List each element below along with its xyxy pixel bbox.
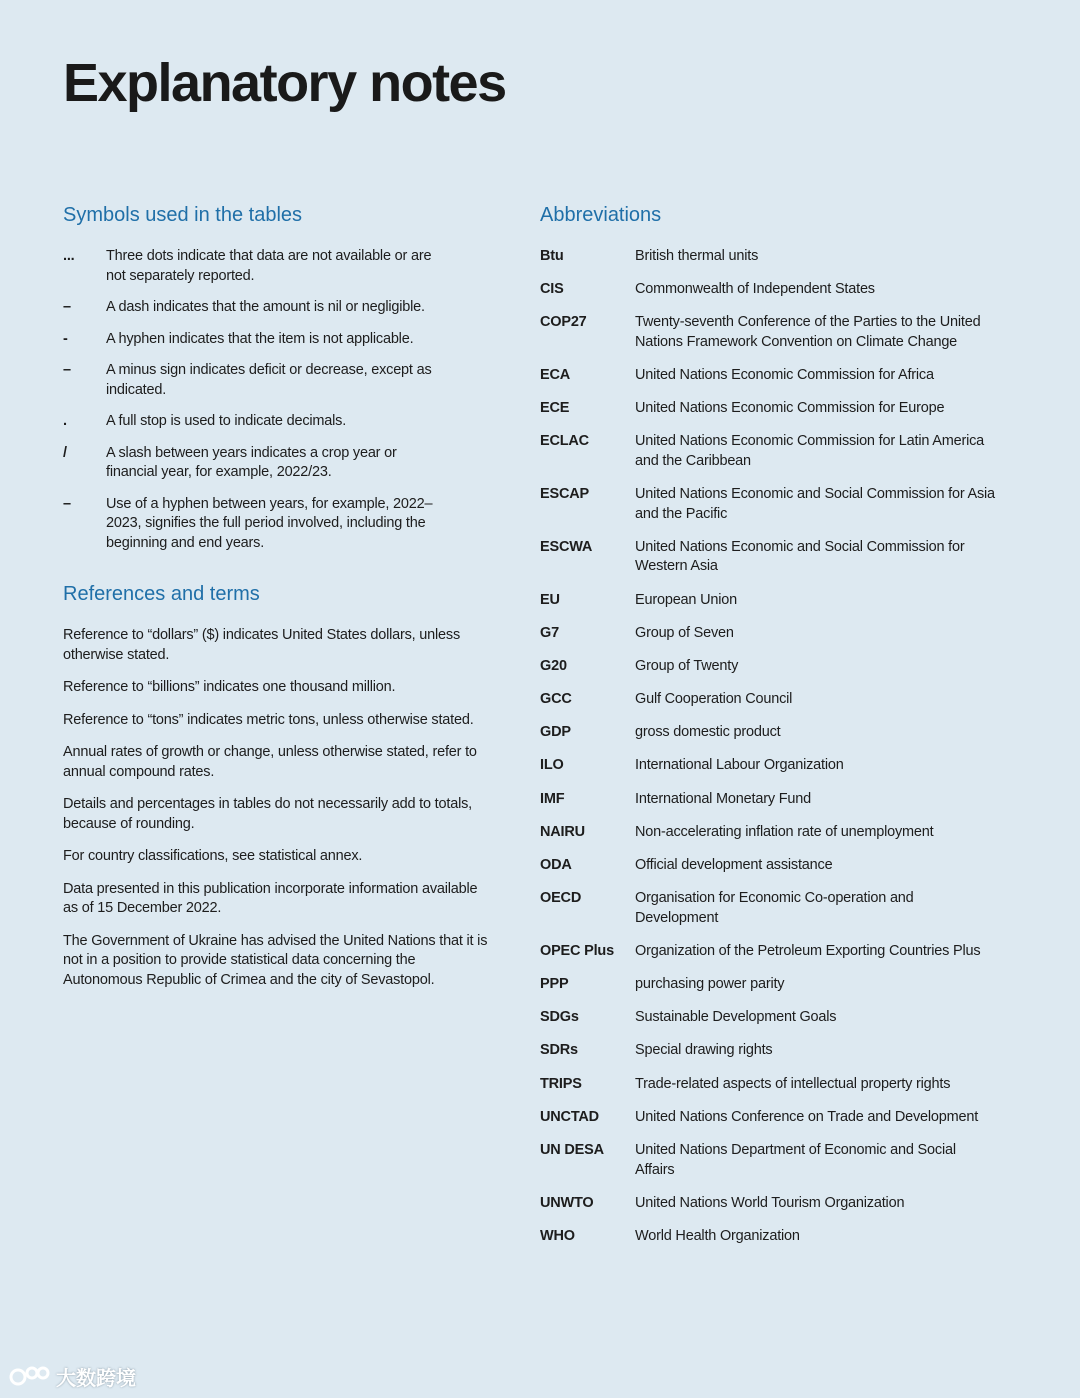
reference-item: Annual rates of growth or change, unless otherwise stated, refer to annual compound rates.	[63, 744, 477, 780]
symbol-row	[63, 444, 493, 483]
abbreviation-term: COP27	[540, 314, 587, 331]
abbreviation-definition: Sustainable Development Goals	[635, 1009, 837, 1026]
abbreviation-row	[540, 1141, 1020, 1180]
abbreviations-list	[540, 247, 1020, 1246]
abbreviation-definition: International Monetary Fund	[635, 790, 811, 807]
abbreviation-definition: United Nations Economic Commission for Latin America and the Caribbean	[635, 433, 985, 469]
symbol-glyph: /	[63, 444, 67, 461]
abbreviation-term: ESCAP	[540, 486, 589, 503]
abbreviation-row	[540, 1041, 1020, 1061]
abbreviation-definition: gross domestic product	[635, 724, 781, 741]
abbreviation-term: SDRs	[540, 1042, 578, 1059]
references-heading: References and terms	[63, 583, 260, 605]
symbol-row	[63, 330, 493, 350]
abbreviation-row	[540, 889, 1020, 928]
abbreviation-term: G20	[540, 657, 567, 674]
abbreviation-definition: purchasing power parity	[635, 976, 785, 993]
symbol-glyph: –	[63, 299, 71, 315]
abbreviation-row	[540, 1194, 1020, 1214]
abbreviation-definition: Organization of the Petroleum Exporting Countries Plus	[635, 942, 981, 959]
abbreviation-row	[540, 313, 1020, 352]
abbreviation-term: OECD	[540, 890, 582, 907]
reference-item: Details and percentages in tables do not necessarily add to totals, because of rounding.	[63, 796, 472, 832]
abbreviation-definition: Official development assistance	[635, 857, 833, 873]
abbreviation-term: NAIRU	[540, 823, 585, 840]
abbreviation-term: ECE	[540, 400, 570, 417]
abbreviation-definition: United Nations Economic Commission for Africa	[635, 367, 934, 384]
symbol-row	[63, 361, 493, 400]
abbreviation-row	[540, 823, 1020, 843]
watermark-logo-icon	[8, 1363, 52, 1391]
symbol-glyph: –	[63, 362, 71, 378]
abbreviation-row	[540, 624, 1020, 644]
abbreviation-row	[540, 538, 1020, 577]
symbol-description: Three dots indicate that data are not available or are not separately reported.	[106, 248, 432, 284]
abbreviations-heading: Abbreviations	[540, 204, 662, 226]
abbreviation-term: ECLAC	[540, 433, 589, 450]
abbreviation-term: SDGs	[540, 1009, 579, 1026]
abbreviation-definition: International Labour Organization	[635, 757, 844, 774]
abbreviation-row	[540, 591, 1020, 611]
abbreviation-definition: United Nations Department of Economic and Social Affairs	[635, 1142, 956, 1178]
reference-item: Reference to “tons” indicates metric tons, unless otherwise stated.	[63, 711, 474, 728]
abbreviation-row	[540, 975, 1020, 995]
abbreviation-definition: Trade-related aspects of intellectual property rights	[635, 1075, 951, 1092]
abbreviation-term: GDP	[540, 724, 571, 741]
abbreviation-term: ILO	[540, 757, 564, 774]
abbreviation-definition: United Nations Economic Commission for Europe	[635, 400, 945, 417]
reference-item: Data presented in this publication incorporate information available as of 15 December 2022.	[63, 880, 478, 916]
symbol-glyph: –	[63, 495, 71, 512]
symbols-heading: Symbols used in the tables	[63, 204, 303, 226]
symbol-row	[63, 247, 493, 286]
abbreviation-definition: Twenty-seventh Conference of the Parties to the United Nations Framework Convention on Climate Change	[635, 314, 981, 350]
page-title: Explanatory notes	[63, 53, 506, 113]
watermark	[8, 1362, 136, 1391]
abbreviation-row	[540, 690, 1020, 710]
abbreviation-definition: Group of Seven	[635, 624, 734, 641]
abbreviation-definition: Commonwealth of Independent States	[635, 281, 875, 298]
symbol-description: Use of a hyphen between years, for example, 2022–2023, signifies the full period involved, including the beginning and end years.	[106, 495, 433, 551]
abbreviation-row	[540, 856, 1020, 876]
abbreviation-definition: United Nations World Tourism Organization	[635, 1194, 905, 1211]
abbreviation-definition: World Health Organization	[635, 1227, 800, 1244]
abbreviation-definition: United Nations Economic and Social Commission for Asia and the Pacific	[635, 486, 995, 522]
abbreviation-row	[540, 366, 1020, 386]
symbol-glyph: ...	[63, 248, 75, 264]
symbol-row	[63, 412, 493, 432]
abbreviation-row	[540, 942, 1020, 962]
abbreviation-row	[540, 657, 1020, 677]
abbreviation-term: PPP	[540, 976, 569, 993]
abbreviation-row	[540, 399, 1020, 419]
abbreviation-term: CIS	[540, 281, 564, 298]
abbreviation-term: Btu	[540, 248, 564, 264]
abbreviation-definition: Gulf Cooperation Council	[635, 691, 793, 708]
symbol-row	[63, 495, 493, 554]
abbreviation-term: OPEC Plus	[540, 942, 614, 959]
symbols-list	[63, 247, 493, 553]
abbreviation-row	[540, 1075, 1020, 1095]
abbreviation-row	[540, 1008, 1020, 1028]
abbreviation-row	[540, 790, 1020, 810]
symbol-row	[63, 298, 493, 318]
abbreviation-row	[540, 1227, 1020, 1247]
abbreviation-term: G7	[540, 624, 559, 641]
abbreviation-definition: United Nations Economic and Social Commission for Western Asia	[635, 538, 965, 575]
symbol-description: A minus sign indicates deficit or decrease, except as indicated.	[106, 362, 432, 398]
abbreviation-term: UNWTO	[540, 1194, 594, 1211]
abbreviation-row	[540, 1108, 1020, 1128]
abbreviation-row	[540, 723, 1020, 743]
abbreviation-row	[540, 756, 1020, 776]
abbreviation-definition: Group of Twenty	[635, 657, 739, 674]
abbreviation-term: ECA	[540, 367, 571, 384]
symbol-glyph: .	[63, 413, 67, 429]
symbol-description: A full stop is used to indicate decimals.	[106, 413, 347, 429]
abbreviation-row	[540, 280, 1020, 300]
abbreviation-term: WHO	[540, 1227, 575, 1244]
abbreviation-term: UNCTAD	[540, 1108, 599, 1125]
abbreviation-definition: United Nations Conference on Trade and Development	[635, 1108, 979, 1125]
abbreviation-term: IMF	[540, 790, 565, 807]
reference-item: The Government of Ukraine has advised the United Nations that it is not in a position to provide statistical data concerning the Autonomous Republic of Crimea and the city of Sevastopol.	[63, 932, 488, 988]
abbreviation-term: GCC	[540, 691, 572, 708]
right-column	[540, 204, 1020, 1260]
reference-item: For country classifications, see statistical annex.	[63, 848, 363, 864]
symbol-description: A dash indicates that the amount is nil or negligible.	[106, 299, 425, 315]
reference-item: Reference to “dollars” ($) indicates United States dollars, unless otherwise stated.	[63, 627, 461, 663]
watermark-text: 大数跨境	[56, 1368, 136, 1390]
abbreviation-term: ESCWA	[540, 538, 593, 555]
abbreviation-term: UN DESA	[540, 1142, 604, 1158]
abbreviation-term: EU	[540, 591, 560, 608]
reference-item: Reference to “billions” indicates one thousand million.	[63, 679, 396, 695]
symbol-description: A slash between years indicates a crop year or financial year, for example, 2022/23.	[106, 444, 397, 480]
abbreviation-row	[540, 485, 1020, 524]
abbreviation-term: ODA	[540, 857, 572, 873]
abbreviation-row	[540, 432, 1020, 471]
references-list	[63, 626, 493, 990]
abbreviation-row	[540, 247, 1020, 267]
abbreviation-definition: Special drawing rights	[635, 1042, 773, 1059]
left-column	[63, 204, 493, 1003]
symbol-description: A hyphen indicates that the item is not applicable.	[106, 330, 414, 347]
abbreviation-definition: British thermal units	[635, 248, 759, 264]
abbreviation-definition: Organisation for Economic Co-operation and Development	[635, 890, 914, 926]
abbreviation-term: TRIPS	[540, 1075, 582, 1092]
abbreviation-definition: European Union	[635, 591, 737, 608]
abbreviation-definition: Non-accelerating inflation rate of unemployment	[635, 823, 934, 840]
symbol-glyph: -	[63, 330, 68, 347]
